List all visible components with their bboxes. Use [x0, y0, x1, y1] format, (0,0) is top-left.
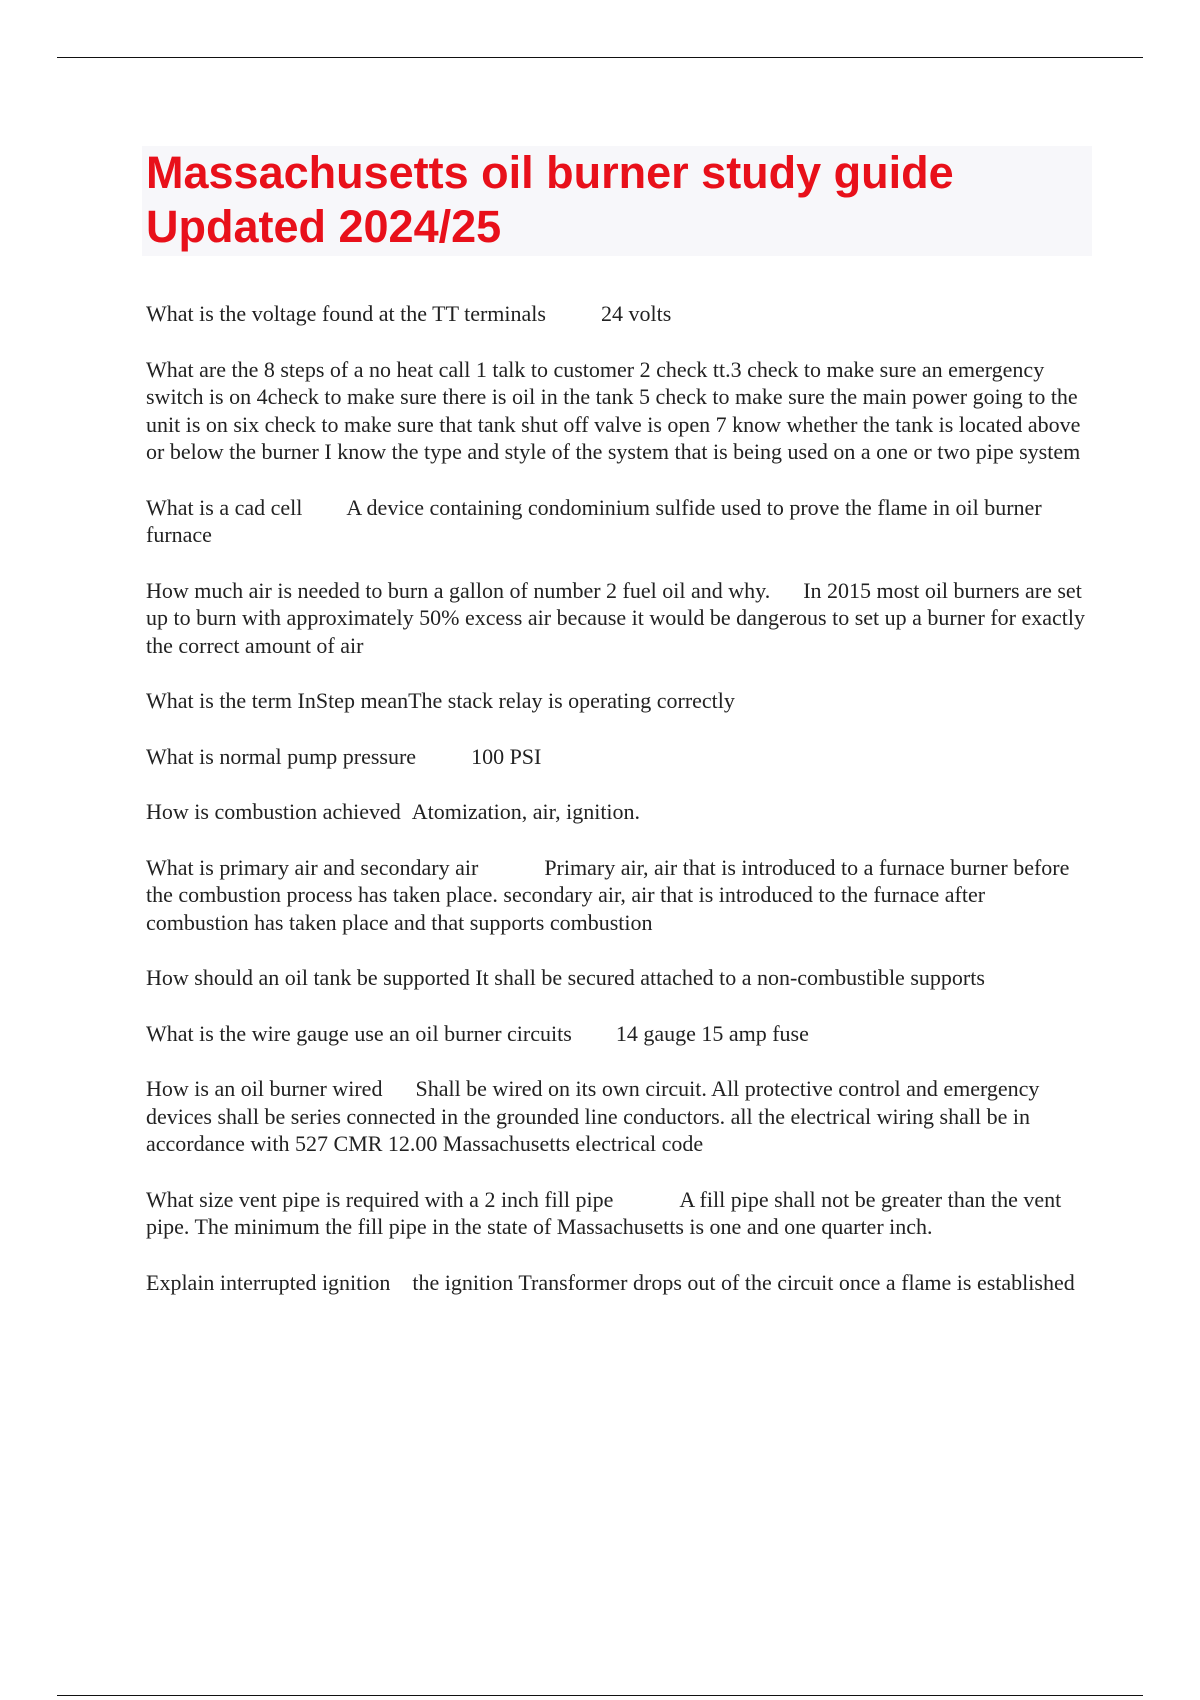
document-title — [142, 146, 1092, 254]
answer: Shall be wired on its own circuit. All protective control and emergency devices shall be series connected in the grounded line conductors. all the electrical wiring shall be in accordance with 527 CMR 12.00 Massachusetts electrical code — [146, 1076, 1040, 1156]
qa-item-13 — [146, 1269, 1091, 1297]
qa-item-6 — [146, 743, 1091, 771]
qa-item-2 — [146, 356, 1091, 466]
question: Explain interrupted ignition — [146, 1269, 391, 1295]
answer: the ignition Transformer drops out of the circuit once a flame is established — [412, 1269, 1075, 1295]
question: What is the wire gauge use an oil burner circuits — [146, 1020, 572, 1046]
answer: 1 talk to customer 2 check tt.3 check to make sure an emergency switch is on 4check to make sure there is oil in the tank 5 check to make sure the main power going to the unit is on six check to make sure that tank shut off valve is open 7 know whether the tank is located above or below the burner I know the type and style of the system that is being used on a one or two pipe system — [146, 356, 1081, 464]
question: What is primary air and secondary air — [146, 854, 479, 880]
question: How is an oil burner wired — [146, 1076, 383, 1101]
title-line-1: Massachusetts oil burner study guide — [146, 147, 954, 198]
question: How is combustion achieved — [146, 799, 401, 824]
title-banner — [142, 146, 1092, 256]
question: What is the term InStep mean — [146, 688, 409, 713]
answer: 14 gauge 15 amp fuse — [615, 1020, 809, 1046]
question: What is a cad cell — [146, 494, 303, 520]
question: How much air is needed to burn a gallon of number 2 fuel oil and why. — [146, 577, 771, 603]
answer: In 2015 most oil burners are set up to burn with approximately 50% excess air because it would be dangerous to set up a burner for exactly the correct amount of air — [146, 577, 1085, 658]
answer: Primary air, air that is introduced to a furnace burner before the combustion process has taken place. secondary air, air that is introduced to the furnace after combustion has taken place and that supports combustion — [146, 854, 1070, 935]
qa-item-1 — [146, 300, 1091, 328]
qa-item-4 — [146, 577, 1091, 660]
qa-item-3 — [146, 494, 1091, 549]
qa-item-9 — [146, 964, 1091, 992]
qa-list — [146, 300, 1091, 1324]
question: What size vent pipe is required with a 2 inch fill pipe — [146, 1186, 614, 1212]
question: How should an oil tank be supported — [146, 965, 470, 990]
title-line-2: Updated 2024/25 — [146, 201, 502, 252]
bottom-rule — [57, 1695, 1143, 1696]
qa-item-8 — [146, 854, 1091, 937]
question: What is normal pump pressure — [146, 743, 417, 769]
answer: 24 volts — [600, 301, 672, 326]
top-rule — [57, 57, 1143, 58]
answer: 100 PSI — [471, 743, 542, 769]
answer: A device containing condominium sulfide used to prove the flame in oil burner furnace — [146, 494, 1042, 547]
answer: It shall be secured attached to a non-combustible supports — [475, 965, 985, 990]
qa-item-5 — [146, 687, 1091, 715]
qa-item-12 — [146, 1186, 1091, 1241]
answer: A fill pipe shall not be greater than the vent pipe. The minimum the fill pipe in the state of Massachusetts is one and one quarter inch. — [146, 1186, 1062, 1239]
question: What is the voltage found at the TT terminals — [146, 301, 546, 326]
answer: Atomization, air, ignition. — [411, 799, 641, 824]
qa-item-7 — [146, 798, 1091, 826]
answer: The stack relay is operating correctly — [408, 688, 735, 713]
question: What are the 8 steps of a no heat call — [146, 356, 471, 382]
qa-item-11 — [146, 1075, 1091, 1158]
qa-item-10 — [146, 1020, 1091, 1048]
